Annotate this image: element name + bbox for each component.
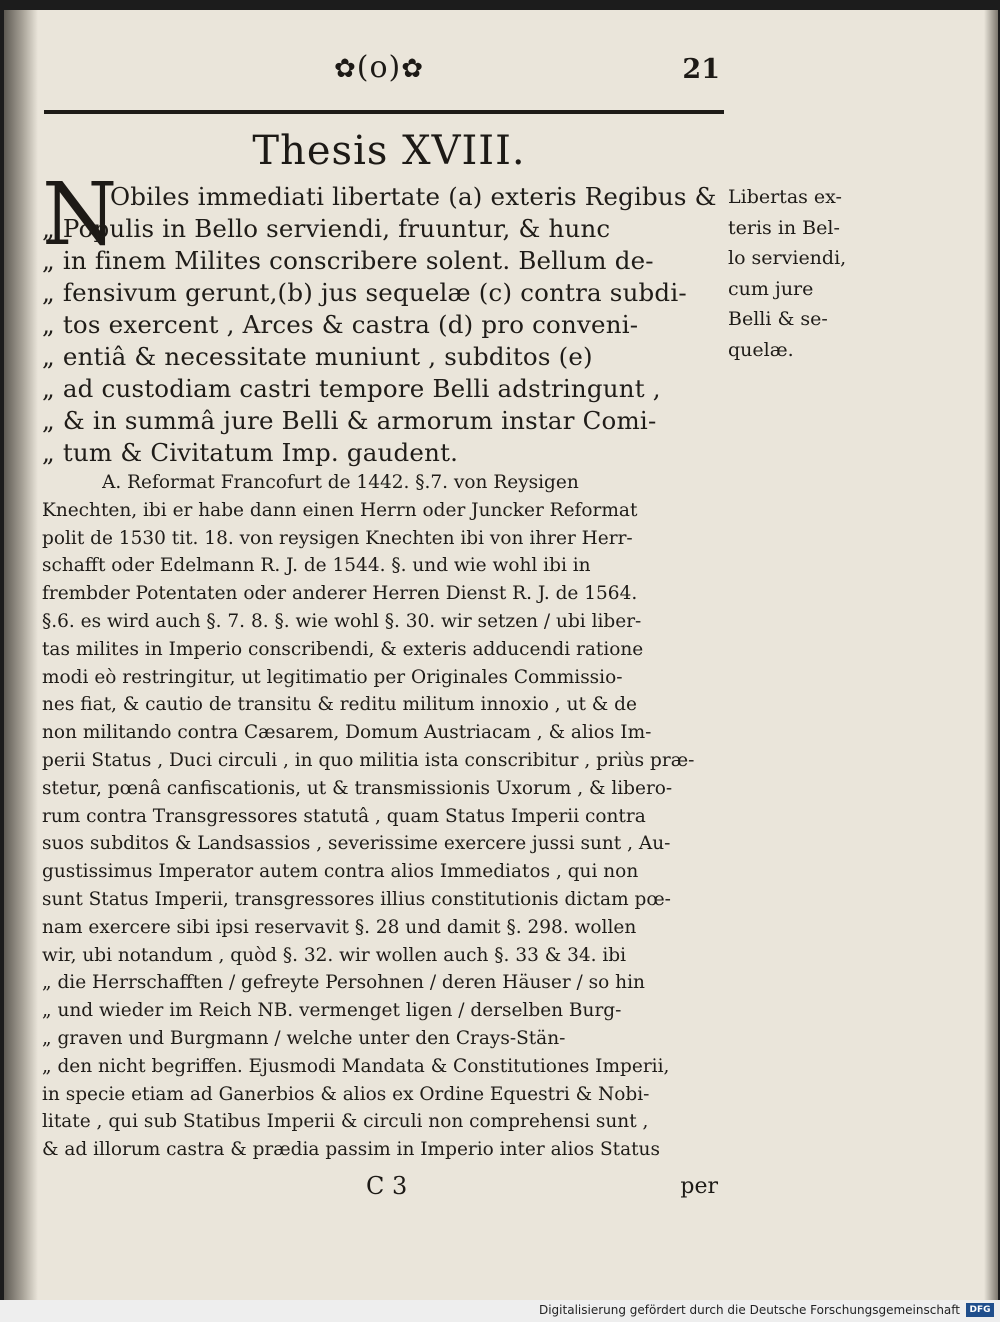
thesis-line: „ Populis in Bello serviendi, fruuntur, & hunc — [42, 214, 611, 243]
margin-note-line: teris in Bel- — [728, 216, 840, 239]
margin-note-line: cum jure — [728, 277, 814, 300]
footer-credit: Digitalisierung gefördert durch die Deutsche Forschungsgemeinschaft — [538, 1303, 960, 1317]
thesis-line: „ ad custodiam castri tempore Belli adstringunt , — [42, 374, 661, 403]
commentary-line: in specie etiam ad Ganerbios & alios ex Ordine Equestri & Nobi- — [42, 1083, 650, 1105]
running-head — [304, 50, 454, 85]
page-edge-shadow — [984, 10, 998, 1300]
commentary-line: „ graven und Burgmann / welche unter den Crays-Stän- — [42, 1028, 566, 1049]
thesis-line: „ fensivum gerunt,(b) jus sequelæ (c) contra subdi- — [42, 278, 687, 307]
commentary-line: rum contra Transgressores statutâ , quam Status Imperii contra — [42, 805, 646, 827]
thesis-line: „ entiâ & necessitate muniunt , subditos (e) — [42, 342, 593, 371]
ornament-left-icon: ✿ — [333, 54, 357, 84]
margin-note-line: Libertas ex- — [728, 186, 842, 208]
thesis-line: „ & in summâ jure Belli & armorum instar Comi- — [42, 406, 657, 435]
footer-bar — [0, 1300, 1000, 1322]
commentary-line: nam exercere sibi ipsi reservavit §. 28 und damit §. 298. wollen — [42, 916, 637, 938]
page-number: 21 — [682, 54, 720, 85]
commentary-line: modi eò restringitur, ut legitimatio per Originales Commissio- — [42, 666, 623, 688]
commentary-line: polit de 1530 tit. 18. von reysigen Knechten ibi von ihrer Herr- — [42, 527, 633, 549]
running-head-text: (o) — [356, 50, 402, 85]
ornament-right-icon: ✿ — [401, 54, 425, 84]
thesis-text — [42, 182, 718, 472]
commentary-line: sunt Status Imperii, transgressores illius constitutionis dictam pœ- — [42, 889, 671, 910]
thesis-line: „ tum & Civitatum Imp. gaudent. — [42, 438, 459, 467]
thesis-line: „ tos exercent , Arces & castra (d) pro conveni- — [42, 310, 639, 339]
commentary-line: suos subditos & Landsassios , severissime exercere jussi sunt , Au- — [42, 833, 671, 855]
margin-note-line: quelæ. — [728, 338, 794, 361]
signature-mark: C 3 — [366, 1172, 408, 1200]
commentary-line: „ und wieder im Reich NB. vermenget ligen / derselben Burg- — [42, 1000, 622, 1022]
commentary-line: schafft oder Edelmann R. J. de 1544. §. und wie wohl ibi in — [42, 555, 591, 577]
commentary-line: nes fiat, & cautio de transitu & reditu militum innoxio , ut & de — [42, 694, 637, 716]
commentary-line: §.6. es wird auch §. 7. 8. §. wie wohl §. 30. wir setzen / ubi liber- — [42, 611, 642, 632]
drop-cap: N — [42, 165, 118, 265]
commentary-line: litate , qui sub Statibus Imperii & circuli non comprehensi sunt , — [42, 1111, 649, 1133]
thesis-line: Obiles immediati libertate (a) exteris Regibus & — [110, 182, 717, 211]
commentary-text — [42, 472, 718, 1172]
thesis-line: „ in finem Milites conscribere solent. Bellum de- — [42, 246, 654, 275]
commentary-line: stetur, pœnâ canfiscationis, ut & transmissionis Uxorum , & libero- — [42, 777, 673, 799]
dfg-logo: DFG — [966, 1303, 994, 1317]
commentary-line: „ den nicht begriffen. Ejusmodi Mandata & Constitutiones Imperii, — [42, 1055, 670, 1077]
commentary-line: perii Status , Duci circuli , in quo militia ista conscribitur , priùs præ- — [42, 750, 695, 771]
binding-shadow — [4, 10, 38, 1300]
commentary-line: & ad illorum castra & prædia passim in Imperio inter alios Status — [42, 1139, 660, 1161]
commentary-line: A. Reformat Francofurt de 1442. §.7. von Reysigen — [102, 472, 579, 493]
header-rule — [44, 110, 724, 114]
commentary-line: wir, ubi notandum , quòd §. 32. wir wollen auch §. 33 & 34. ibi — [42, 944, 627, 966]
commentary-line: Knechten, ibi er habe dann einen Herrn oder Juncker Reformat — [42, 499, 638, 521]
margin-note-line: lo serviendi, — [728, 247, 847, 269]
commentary-line: tas milites in Imperio conscribendi, & exteris adducendi ratione — [42, 638, 644, 660]
book-page — [4, 10, 998, 1300]
commentary-line: frembder Potentaten oder anderer Herren Dienst R. J. de 1564. — [42, 583, 638, 605]
commentary-line: „ die Herrschafften / gefreyte Persohnen / deren Häuser / so hin — [42, 972, 645, 994]
margin-note-line: Belli & se- — [728, 308, 828, 330]
thesis-title: Thesis XVIII. — [252, 128, 526, 174]
commentary-line: gustissimus Imperator autem contra alios Immediatos , qui non — [42, 861, 639, 883]
margin-note — [728, 182, 858, 365]
commentary-line: non militando contra Cæsarem, Domum Austriacam , & alios Im- — [42, 722, 652, 744]
catchword: per — [680, 1174, 718, 1199]
